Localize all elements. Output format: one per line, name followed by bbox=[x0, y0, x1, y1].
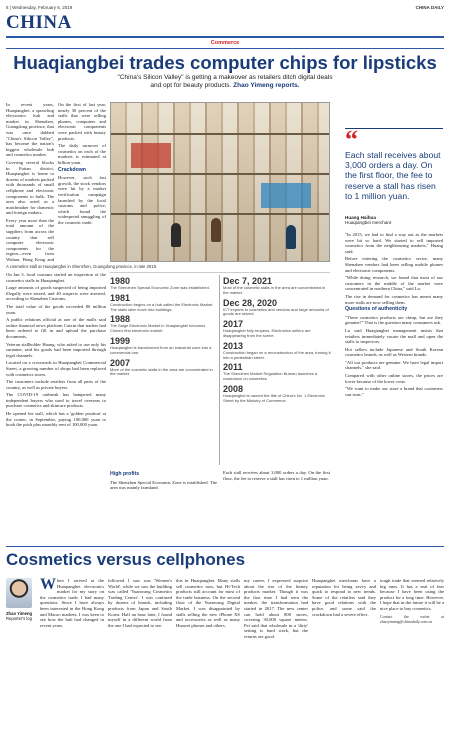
pull-quote-name: Huang Haihua bbox=[345, 215, 376, 220]
timeline-text: ICT imports to cosmetics and vendors and large amounts of goods are seized. bbox=[223, 306, 329, 317]
timeline-item bbox=[223, 363, 331, 382]
kicker-rule bbox=[6, 48, 444, 49]
timeline-item bbox=[223, 299, 331, 318]
article2-column-1 bbox=[40, 578, 104, 744]
paragraph: Covering several blocks in Futian district, Huaqiangbei is home to dozens of markets packed with thousands of small cellphone and electronic components to bulk. The area also acted as a matchmaker for domestic and foreign makers. bbox=[6, 159, 54, 216]
timeline-year: Dec 7, 2021 bbox=[223, 276, 273, 286]
paragraph: Before entering the cosmetics sector, many Shenzhen vendors had been selling mobile phones and electronic components. bbox=[345, 256, 443, 273]
timeline-year: 2017 bbox=[223, 319, 244, 330]
subhead-crackdown: Crackdown bbox=[58, 166, 86, 173]
writer-contact: Contact the writer at zhaoyimeng@chinadaily.com.cn bbox=[380, 613, 444, 625]
deck-line-1: "China's Silicon Valley" is getting a makeover as retailers ditch digital deals bbox=[117, 74, 333, 81]
timeline-year: 1981 bbox=[110, 292, 131, 303]
paragraph: Hot sellers include Japanese and South Korean cosmetics brands, as well as Western brands. bbox=[345, 346, 443, 358]
timeline-item bbox=[110, 337, 218, 356]
paragraph: On the first of last year, nearly 30 percent of the stalls that were selling phones, computers and electronic components were packed with beauty products. bbox=[58, 102, 106, 141]
paragraph: Located on a crossroads in Huaqiangbei Commercial Street, a growing number of shops had been replaced with cosmetics stores. bbox=[6, 360, 106, 377]
paragraph: hen I arrived at the Huaqiangbei electronics market for my story on the cosmetics trade, I had many questions. Since I have always been interested in the Hong Kong and Macao markets, I was keen to see how the hub had changed in recent years. bbox=[40, 578, 104, 628]
paragraph: The rise in demand for cosmetics has meant many more stalls are now selling them. bbox=[345, 293, 443, 305]
article2-headline: Cosmetics versus cellphones bbox=[6, 550, 246, 569]
timeline-year: 2007 bbox=[110, 357, 131, 368]
pull-quote: Each stall receives about 3,000 orders a day. On the first floor, the fee to reserve a stall has risen to 1 million yuan. bbox=[345, 150, 441, 201]
timeline-right bbox=[223, 277, 331, 407]
paragraph: "While doing research, we found that most of our customers in the middle of the market were concentrated in northern China," said Lu. bbox=[345, 275, 443, 292]
article-column-center-lower bbox=[110, 470, 330, 544]
article2-column-3 bbox=[176, 578, 240, 744]
timeline-item bbox=[110, 359, 218, 378]
timeline-text: The Shenzhen Market Regulation Bureau launches a crackdown on cosmetics. bbox=[223, 371, 318, 382]
timeline-item bbox=[110, 315, 218, 334]
timeline-item bbox=[223, 320, 331, 339]
paragraph: A public relations official at one of the malls said online financial news platform Caixin that traders had been ordered to fill in and upload the purchase documents. bbox=[6, 317, 106, 339]
timeline-left bbox=[110, 277, 218, 380]
timeline-item bbox=[110, 294, 218, 313]
page-info: 6 | Wednesday, February 6, 2019 bbox=[6, 5, 73, 10]
market-photo bbox=[110, 102, 330, 262]
bottom-section-rule bbox=[6, 546, 444, 547]
paragraph: On Jan 3, local customs started an inspection of the cosmetics stalls in Huaqiangbei. bbox=[6, 272, 106, 283]
reporter-avatar bbox=[6, 578, 32, 608]
timeline-text: Huaqiangbei is named the title of China's No. 1 Electronic Street by the Ministry of Commerce. bbox=[223, 392, 325, 403]
timeline-item bbox=[223, 277, 331, 296]
timeline-axis bbox=[219, 275, 220, 465]
timeline-text: More of the cosmetic stalls in the area are concentrated in the market. bbox=[110, 366, 213, 377]
timeline-year: 1999 bbox=[110, 335, 131, 346]
timeline-text: The Saige Electronic Market in Huaqiangbei becomes China's first electronic market. bbox=[110, 323, 206, 334]
timeline-item bbox=[223, 385, 331, 404]
subhead-high-profits: High profits bbox=[110, 471, 140, 477]
paragraph: Huaqiangbei merchants have a reputation for being savvy and quick to respond to new trends. Some of the retailers said they have good relations with the police, and some said the crackdown had a severe effect. bbox=[312, 578, 376, 617]
paragraph: "All our products are genuine. We have legal import channels," she said. bbox=[345, 359, 443, 371]
timeline-year: 2013 bbox=[223, 340, 244, 351]
timeline-text: Construction begins on a hub called the Electronic Market. The stalls later move into buildings. bbox=[110, 301, 214, 312]
timeline-text: The Shenzhen Special Economic Zone was established. bbox=[110, 285, 210, 290]
timeline-item bbox=[223, 342, 331, 361]
article2-byline bbox=[6, 611, 36, 621]
paragraph: The Shenzhen Special Economic Zone is established. The area was mainly farmland. bbox=[110, 479, 217, 491]
timeline-text: Construction began on a reconstruction of the area, turning it into a pedestrian street. bbox=[223, 349, 331, 360]
paragraph: followed I saw was 'Women's World', while we saw the building was called 'Yuanwang Cosmetics Trading Center'. I was confused by dozens of brands, including products from Japan and South Korea. Half an hour later, I found myself in a different world from the one I had expected to see. bbox=[108, 578, 172, 628]
paragraph: However, such fast growth, the stock vendors were hit by a market verification campaign launched by the local customs and police, which found the widespread smuggling of the cosmetic trade. bbox=[58, 175, 106, 225]
timeline-text: Most of the cosmetic stalls in the area are concentrated in the market. bbox=[223, 285, 326, 295]
paragraph: The customers include retailers from all parts of the country, as well as private buyers. bbox=[6, 379, 106, 390]
byline-name: Zhao Yimeng bbox=[6, 611, 33, 616]
paragraph: "In 2015, we had to find a way out as the markets were hit so hard. We started to sell imported cosmetics from the neighbouring markets," Huang said. bbox=[345, 232, 443, 254]
timeline-year: 1980 bbox=[110, 276, 131, 286]
timeline-year: 1988 bbox=[110, 314, 131, 325]
article2-column-6 bbox=[380, 578, 444, 744]
paragraph: Every year more than the total amount of the suppliers from across the country that sell computer electronic components for the region—even from Wuhan, Hong Kong and bbox=[6, 217, 54, 262]
timeline-year: 2008 bbox=[223, 383, 244, 394]
paragraph: tough trade that seemed relatively big ones. It has a seat of fear because I have been using the product for a long time. However, I hope that in the future it will be a nice place to buy cosmetics. bbox=[380, 578, 444, 611]
quote-mark-icon: “ bbox=[345, 125, 358, 154]
paragraph: He opened his stall, which has a 'golden position' at the corner, in September, paying 100,000 yuan to book the pitch plus monthly rent of 100,000 yuan. bbox=[6, 411, 106, 428]
paragraph: The COVID-19 outbreak has hampered many independent buyers who used to travel overseas to purchase cosmetics and skincare products. bbox=[6, 392, 106, 409]
paragraph: Lu said Huaqiangbei management insists that retailers immediately vacate the mall and open the stalls to inspectors. bbox=[345, 327, 443, 345]
section-title: CHINA bbox=[6, 12, 72, 33]
brand-logo: CHINA DAILY bbox=[415, 5, 444, 10]
paragraph: Compared with other online stores, the prices are lower because of the lower costs. bbox=[345, 373, 443, 384]
article2-column-5 bbox=[312, 578, 376, 744]
article-column-left-lower bbox=[6, 272, 106, 544]
section-rule bbox=[6, 36, 444, 38]
paragraph: my career, I expressed surprise about the rise of the beauty products market. Though it was the first time I had seen the market, the transformation had started in 2017. The new center can hold about 800 stores, covering 30,000 square meters. Fei said that wholesale in a 'dirty' setting is hard work, but the returns are good. bbox=[244, 578, 308, 639]
timeline-year: Dec 28, 2020 bbox=[223, 297, 278, 308]
paragraph: Each stall receives about 3,000 orders a day. On the first floor, the fee to reserve a stall has risen to 1 million yuan. bbox=[223, 470, 330, 481]
timeline-text: Huaqiangbei fully reopens. Electronics sellers are disappearing from the scene. bbox=[223, 328, 311, 338]
article-column-right bbox=[345, 232, 443, 544]
timeline-text: Huaqiangbei is transformed from an industrial zone into a commercial one. bbox=[110, 344, 212, 355]
kicker: Commerce bbox=[210, 40, 240, 46]
byline-role: Reporter's log bbox=[6, 616, 32, 621]
paragraph: The daily turnover of cosmetics on each of the markets is estimated at billion yuan. bbox=[58, 143, 106, 165]
article2-column-2 bbox=[108, 578, 172, 744]
timeline bbox=[110, 272, 330, 468]
paragraph: "These cosmetics products are cheap, but are they genuine?" That is the question many consumers ask. bbox=[345, 314, 443, 326]
paragraph: "We want to make our store a brand that customers can trust." bbox=[345, 386, 443, 397]
deck-line-2: and opt for beauty products. Zhao Yimeng reports. bbox=[150, 82, 300, 89]
paragraph: In recent years, Huaqiangbei, a sprawling electronics hub and market in Shenzhen, Guangdong province, that was once dubbed "China's Silicon Valley", has become the nation's biggest wholesale hub and cosmetics market. bbox=[6, 102, 54, 158]
deck bbox=[80, 74, 370, 90]
timeline-year: 2011 bbox=[223, 362, 243, 373]
article-column-2 bbox=[58, 102, 106, 262]
article2-column-4 bbox=[244, 578, 308, 744]
pull-quote-rule bbox=[345, 128, 443, 129]
timeline-item bbox=[110, 277, 218, 291]
subhead-authenticity: Questions of authenticity bbox=[345, 306, 408, 313]
paragraph: this in Huaqiangbei. Many stalls sell cosmetics now, but Hi-Tech products still account for most of the trade business. On the second floor of the Yuanwang Digital Market, I was disappointed by stalls selling the new iPhone XS and accessories as well as many Huawei phones and others. bbox=[176, 578, 240, 628]
dropcap: W bbox=[40, 578, 56, 593]
article-column-1 bbox=[6, 102, 54, 262]
paragraph: Large amounts of goods suspected of being imported illegally were seized, and 40 suspects were arrested, according to Shenzhen Customs. bbox=[6, 285, 106, 302]
headline: Huaqiangbei trades computer chips for lipsticks bbox=[13, 52, 437, 73]
paragraph: Veteran stallholder Huang, who asked to use only his surname, said his goods had been imported through legal channels. bbox=[6, 341, 106, 358]
deck-byline: Zhao Yimeng reports. bbox=[233, 82, 300, 89]
pull-quote-role: Huaqiangbei merchant bbox=[345, 220, 392, 225]
photo-caption: A cosmetics stall at Huaqiangbei in Shenzhen, Guangdong province, in late 2018. bbox=[6, 264, 158, 269]
paragraph: The total value of the goods exceeded 80 million yuan. bbox=[6, 303, 106, 315]
pull-quote-attribution bbox=[345, 215, 443, 225]
